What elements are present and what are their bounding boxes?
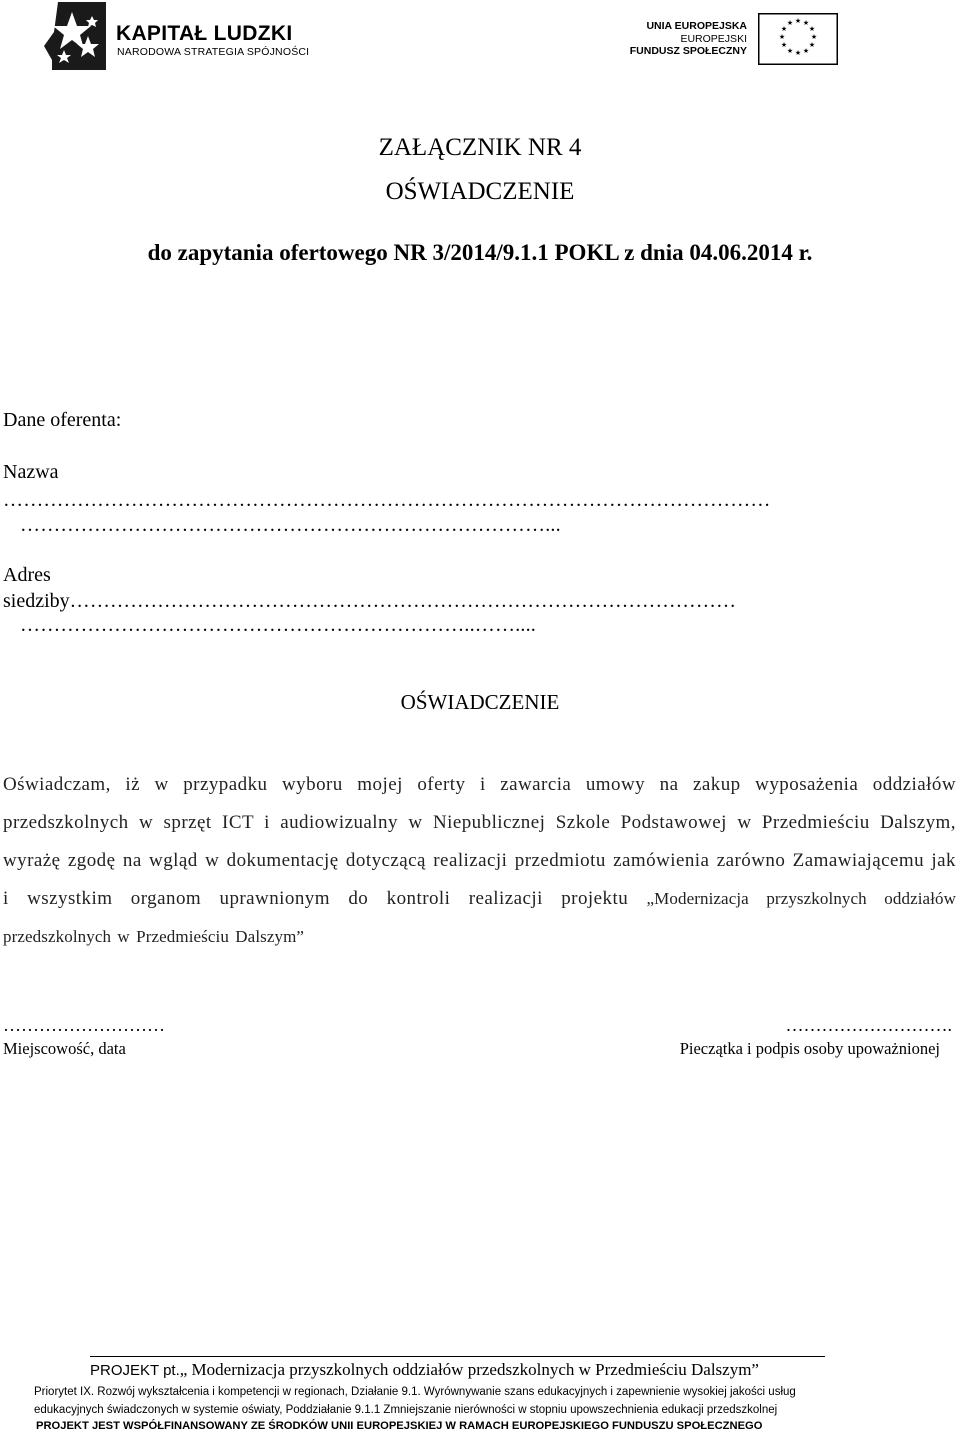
svg-text:★: ★ xyxy=(808,25,816,33)
footer-priority xyxy=(34,1383,796,1419)
name-field-line1[interactable]: …………………………………………………………………………………………………… xyxy=(3,489,771,511)
svg-text:★: ★ xyxy=(802,47,810,55)
svg-text:★: ★ xyxy=(810,33,818,41)
footer-project-label: PROJEKT pt. xyxy=(90,1362,180,1379)
address-field-line2[interactable]: …………………………………………………………..…….... xyxy=(20,614,536,636)
svg-text:★: ★ xyxy=(780,25,788,33)
bidder-data-label: Dane oferenta: xyxy=(3,409,122,431)
address-label: Adres xyxy=(3,564,51,586)
svg-text:★: ★ xyxy=(794,49,802,57)
place-date-label: Miejscowość, data xyxy=(3,1039,126,1058)
svg-text:★: ★ xyxy=(794,17,802,25)
svg-text:★: ★ xyxy=(786,19,794,27)
eu-text-line2: EUROPEJSKI xyxy=(680,32,747,45)
statement-title: OŚWIADCZENIE xyxy=(385,178,575,205)
eu-text-line1: UNIA EUROPEJSKA xyxy=(646,20,747,32)
footer-divider xyxy=(90,1356,825,1357)
eu-text-block xyxy=(630,20,747,58)
kapital-ludzki-title: KAPITAŁ LUDZKI xyxy=(116,22,293,45)
eu-flag-icon xyxy=(758,13,838,65)
name-label: Nazwa xyxy=(3,461,59,483)
footer-priority-line2: edukacyjnych świadczonych w systemie oświaty, Poddziałanie 9.1.1 Zmniejszanie nierówności w stopniu upowszechnienia edukacji przedszkolnej xyxy=(34,1404,778,1416)
svg-text:★: ★ xyxy=(808,41,816,49)
statement-heading: OŚWIADCZENIE xyxy=(400,690,560,714)
footer-priority-line1: Priorytet IX. Rozwój wykształcenia i kompetencji w regionach, Działanie 9.1. Wyrównywanie szans edukacyjnych i zapewnienie wysokiej jakości usług xyxy=(34,1386,796,1398)
footer-cofinancing: PROJEKT JEST WSPÓŁFINANSOWANY ZE ŚRODKÓW UNII EUROPEJSKIEJ W RAMACH EUROPEJSKIEGO FUNDUSZU SPOŁECZNEGO xyxy=(36,1420,763,1432)
svg-text:★: ★ xyxy=(786,47,794,55)
place-date-dots[interactable]: ……………………… xyxy=(3,1015,165,1035)
name-field-line2[interactable]: ……………………………………………………………………... xyxy=(20,514,561,536)
svg-text:★: ★ xyxy=(778,33,786,41)
inquiry-reference: do zapytania ofertowego NR 3/2014/9.1.1 POKL z dnia 04.06.2014 r. xyxy=(147,240,813,265)
kapital-ludzki-logo-icon xyxy=(44,2,106,70)
seat-label: siedziby xyxy=(3,590,70,612)
footer-project-title: „ Modernizacja przyszkolnych oddziałów przedszkolnych w Przedmieściu Dalszym” xyxy=(179,1360,759,1379)
annex-title: ZAŁĄCZNIK NR 4 xyxy=(378,134,582,161)
statement-body-text: Oświadczam, iż w przypadku wyboru mojej oferty i zawarcia umowy na zakup wyposażenia oddziałów przedszkolnych w sprzęt ICT i audiowizualny w Niepublicznej Szkole Podstawowej w Przedmieściu Dalszym, wyrażę zgodę na wgląd w dokumentację dotyczącą realizacji przedmiotu zamówienia zarówno Zamawiającemu jak i wszystkim organom uprawnionym do kontroli realizacji projektu xyxy=(3,774,956,909)
address-field-row xyxy=(3,590,736,613)
signature-dots[interactable]: ………………………. xyxy=(785,1015,952,1035)
statement-body xyxy=(3,766,956,956)
project-name-quote: „Modernizacja przyszkolnych oddziałów przedszkolnych w Przedmieściu Dalszym” xyxy=(3,889,956,946)
svg-text:★: ★ xyxy=(802,19,810,27)
kapital-ludzki-subtitle: NARODOWA STRATEGIA SPÓJNOŚCI xyxy=(117,46,310,58)
footer-project xyxy=(90,1360,759,1380)
stamp-signature-label: Pieczątka i podpis osoby upoważnionej xyxy=(679,1039,940,1058)
svg-text:★: ★ xyxy=(780,41,788,49)
eu-text-line3: FUNDUSZ SPOŁECZNY xyxy=(629,45,747,57)
address-field-line1[interactable]: ……………………………………………………………………………………… xyxy=(69,590,737,612)
